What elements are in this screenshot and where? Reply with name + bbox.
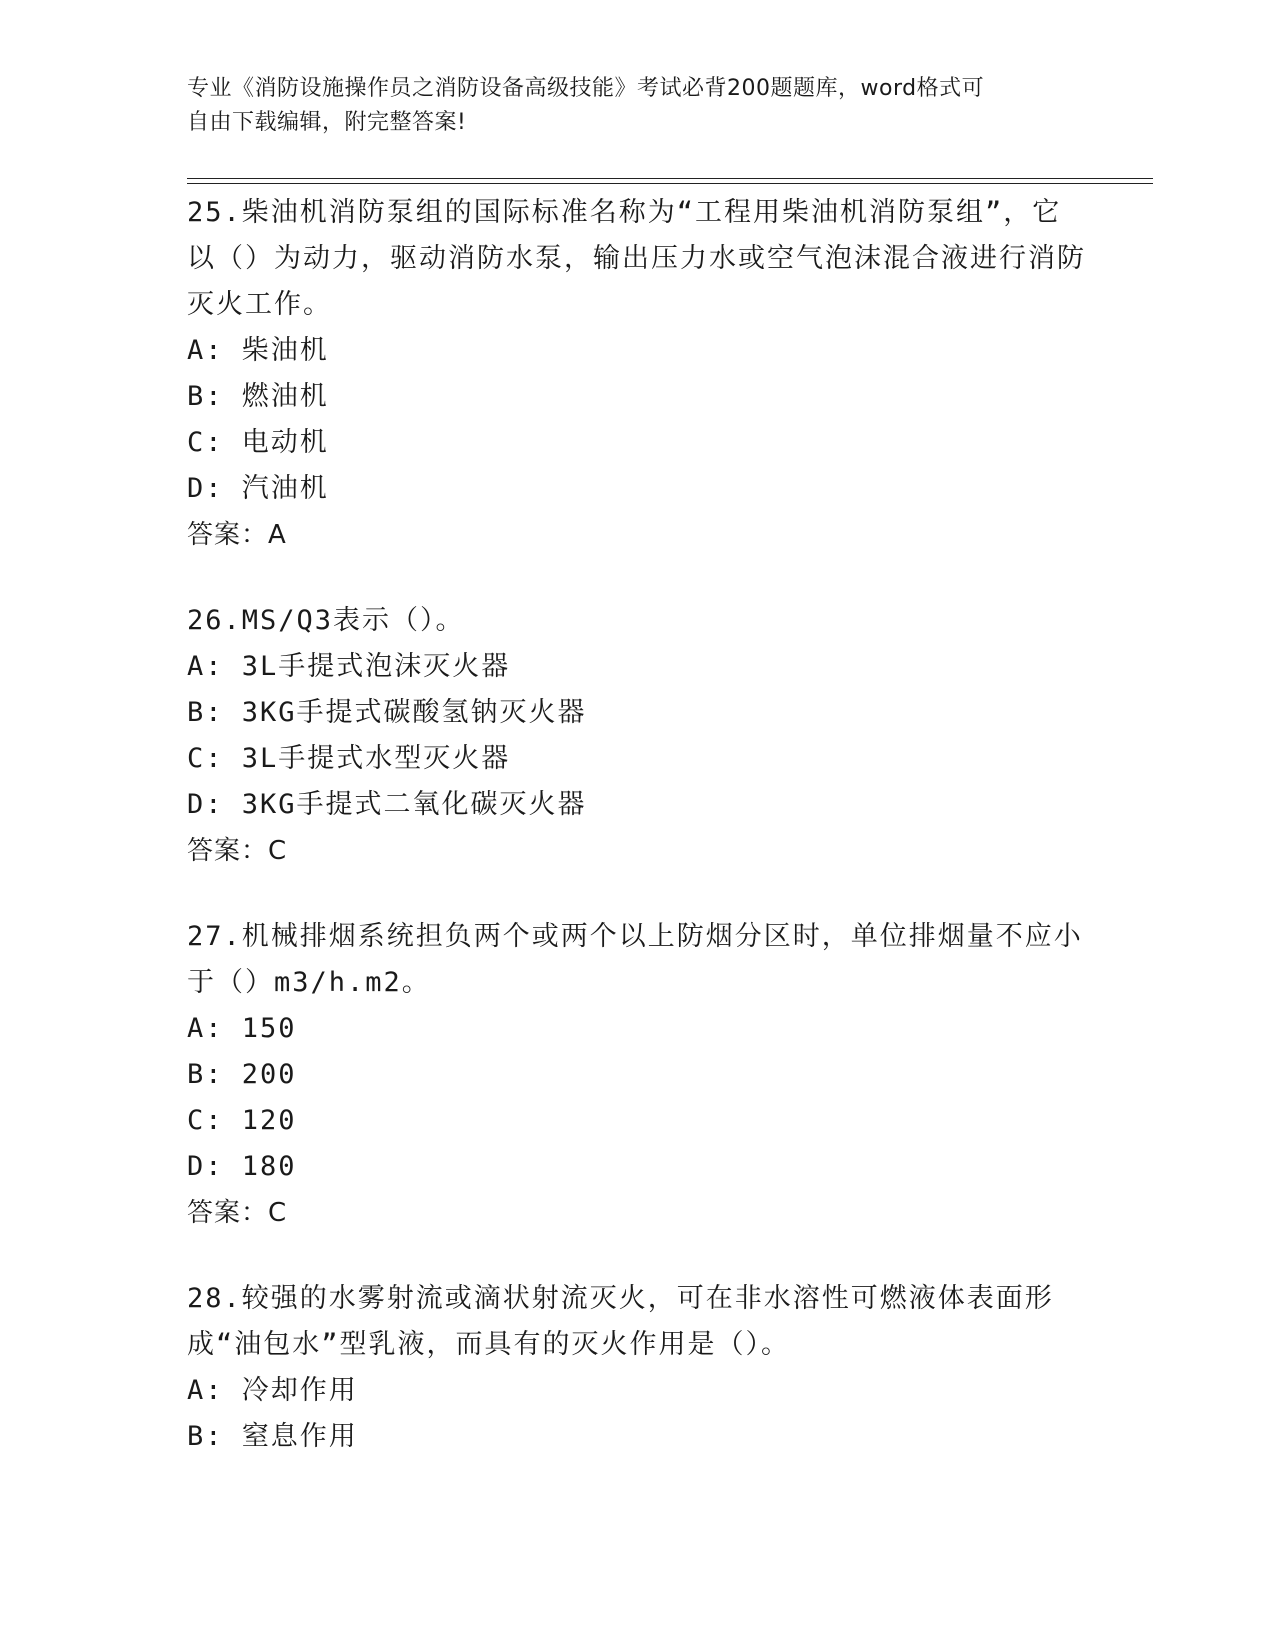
question-stem: 26.MS/Q3表示（）。 [187,605,465,636]
answer-line: 答案：C [187,836,288,866]
answer-line: 答案：A [187,520,287,550]
option-c: C: 3L手提式水型灭火器 [187,743,511,774]
answer-line: 答案：C [187,1198,288,1228]
header-divider-bottom [187,183,1153,184]
option-b: B: 燃油机 [187,381,329,412]
question-27 [187,914,1087,1236]
header-line-1: 专业《消防设施操作员之消防设备高级技能》考试必背200题题库，word格式可 [187,76,985,101]
option-b: B: 3KG手提式碳酸氢钠灭火器 [187,697,587,728]
question-stem: 28.较强的水雾射流或滴状射流灭火，可在非水溶性可燃液体表面形成“油包水”型乳液，而具有的灭火作用是（）。 [187,1283,1054,1360]
option-c: C: 120 [187,1105,297,1136]
option-a: A: 150 [187,1013,297,1044]
option-b: B: 窒息作用 [187,1421,358,1452]
option-b: B: 200 [187,1059,297,1090]
option-d: D: 汽油机 [187,473,329,504]
question-list [187,190,1087,1500]
question-26 [187,598,1087,874]
header-divider-top [187,178,1153,179]
option-a: A: 冷却作用 [187,1375,358,1406]
option-a: A: 3L手提式泡沫灭火器 [187,651,511,682]
question-25 [187,190,1087,558]
question-28 [187,1276,1087,1460]
header-line-2: 自由下载编辑，附完整答案! [187,110,467,135]
option-d: D: 180 [187,1151,297,1182]
option-a: A: 柴油机 [187,335,329,366]
option-c: C: 电动机 [187,427,329,458]
question-stem: 25.柴油机消防泵组的国际标准名称为“工程用柴油机消防泵组”，它以（）为动力，驱动消防水泵，输出压力水或空气泡沫混合液进行消防灭火工作。 [187,197,1086,320]
document-header [187,72,1087,140]
option-d: D: 3KG手提式二氧化碳灭火器 [187,789,587,820]
question-stem: 27.机械排烟系统担负两个或两个以上防烟分区时，单位排烟量不应小于（）m3/h.m2。 [187,921,1083,998]
